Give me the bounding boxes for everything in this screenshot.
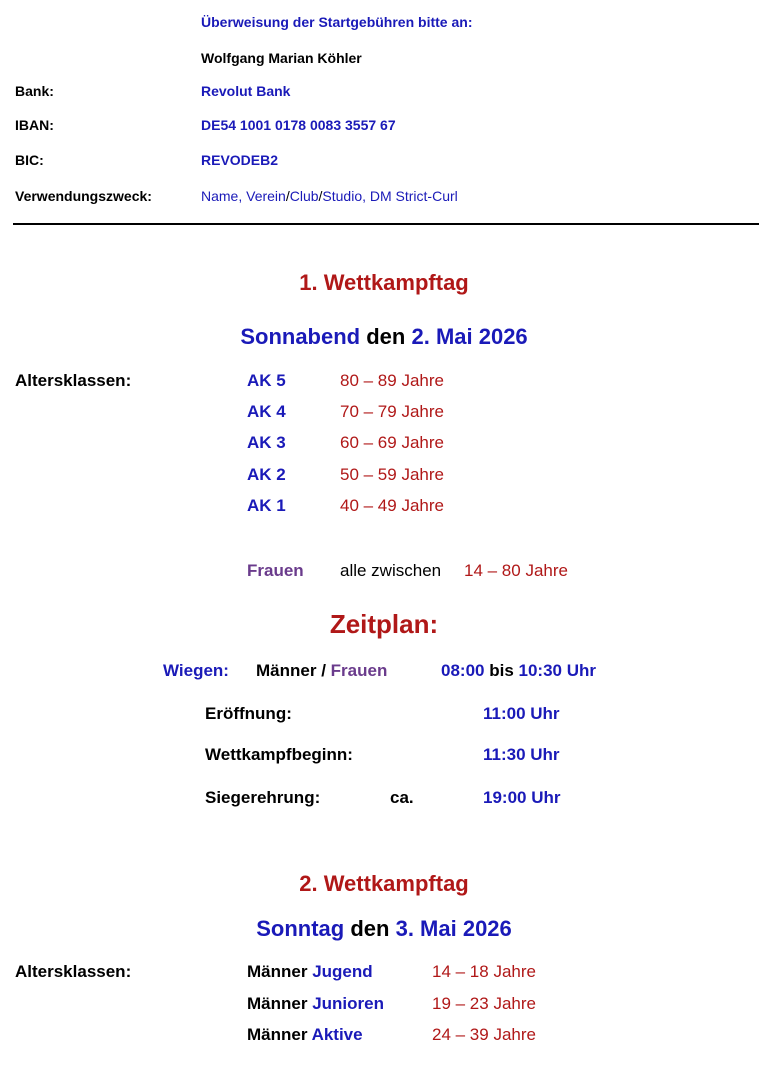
schedule-row-ca: ca. [390,788,414,807]
day2-classes-label: Altersklassen: [15,962,132,981]
day1-class-code: AK 2 [247,465,286,484]
day1-class-range: 50 – 59 Jahre [340,465,444,484]
bic-label: BIC: [15,152,44,168]
day2-class-prefix: Männer [247,1025,308,1044]
weigh-label: Wiegen: [163,661,229,680]
day2-class-range: 19 – 23 Jahre [432,994,536,1013]
day1-classes-label: Altersklassen: [15,371,132,390]
schedule-row-time: 11:30 Uhr [483,745,560,764]
day2-class-group: Junioren [312,994,384,1013]
schedule-row-label: Wettkampfbeginn: [205,745,353,764]
day1-class-code: AK 4 [247,402,286,421]
day2-den: den [350,916,390,941]
day1-date-value: 2. Mai 2026 [411,324,528,349]
weigh-time [441,661,596,681]
iban-value: DE54 1001 0178 0083 3557 67 [201,117,396,133]
schedule-row-label: Siegerehrung: [205,788,321,807]
weigh-slash: / [321,661,326,680]
day1-heading: 1. Wettkampftag [299,270,469,295]
women-range: 14 – 80 Jahre [464,561,568,580]
weigh-women: Frauen [330,661,388,680]
day2-class-prefix: Männer [247,962,308,981]
weigh-to: 10:30 Uhr [518,661,596,680]
weigh-men: Männer [256,661,317,680]
women-label: Frauen [247,561,304,580]
day1-class-range: 60 – 69 Jahre [340,433,444,452]
day2-class-name [247,1025,363,1045]
day1-weekday: Sonnabend [240,324,361,349]
purpose-label: Verwendungszweck: [15,188,152,204]
day2-class-group: Jugend [312,962,373,981]
payment-heading: Überweisung der Startgebühren bitte an: [201,14,473,30]
day2-date-value: 3. Mai 2026 [395,916,512,941]
day2-heading: 2. Wettkampftag [299,871,469,896]
purpose-value [201,188,458,204]
day1-class-range: 70 – 79 Jahre [340,402,444,421]
weigh-who [256,661,387,681]
day1-class-range: 80 – 89 Jahre [340,371,444,390]
day1-class-code: AK 3 [247,433,286,452]
day1-class-range: 40 – 49 Jahre [340,496,444,515]
purpose-part3: Studio, DM Strict-Curl [322,188,458,204]
weigh-from: 08:00 [441,661,485,680]
bic-value: REVODEB2 [201,152,279,168]
divider [13,223,759,225]
women-text: alle zwischen [340,561,442,580]
day2-class-range: 24 – 39 Jahre [432,1025,536,1044]
day2-class-prefix: Männer [247,994,308,1013]
iban-label: IBAN: [15,117,54,133]
purpose-part1: Name, Verein [201,188,286,204]
day2-class-group: Aktive [311,1025,363,1044]
purpose-sep1: / [285,188,290,204]
day2-class-name [247,994,384,1014]
day1-den: den [366,324,406,349]
bank-label: Bank: [15,83,54,99]
day1-class-code: AK 1 [247,496,286,515]
purpose-part2: Club [289,188,319,204]
day2-date [0,916,768,942]
day2-class-name [247,962,373,982]
schedule-row-time: 11:00 Uhr [483,704,560,723]
weigh-bis: bis [489,661,514,680]
schedule-heading: Zeitplan: [329,609,439,639]
day1-date [0,324,768,350]
schedule-row-time: 19:00 Uhr [483,788,561,807]
day2-weekday: Sonntag [256,916,345,941]
bank-value: Revolut Bank [201,83,291,99]
recipient-name: Wolfgang Marian Köhler [201,50,362,66]
purpose-sep2: / [318,188,323,204]
day2-class-range: 14 – 18 Jahre [432,962,536,981]
schedule-row-label: Eröffnung: [205,704,292,723]
day1-class-code: AK 5 [247,371,286,390]
